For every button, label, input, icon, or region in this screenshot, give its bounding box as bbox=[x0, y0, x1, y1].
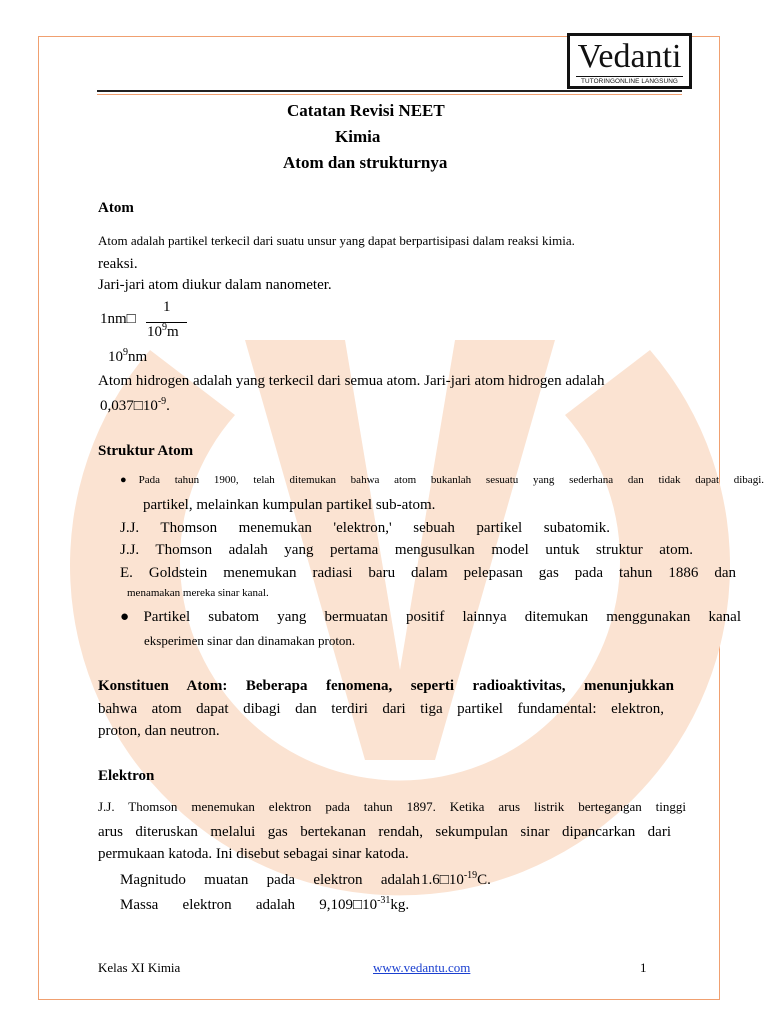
vedanti-logo bbox=[567, 33, 692, 89]
struktur-para-5: E. Goldstein menemukan radiasi baru dalam pelepasan gas pada tahun 1886 dan bbox=[120, 565, 736, 581]
struktur-para-1: ●Pada tahun 1900, telah ditemukan bahwa atom bukanlah sesuatu yang sederhana dan tidak dapat dibagi. bbox=[120, 474, 764, 486]
struktur-para-7: ●Partikel subatom yang bermuatan positif lainnya ditemukan menggunakan kanal bbox=[120, 609, 741, 625]
heading-elektron: Elektron bbox=[98, 768, 155, 784]
electron-charge-value: $1.6□10^{-19}C$. bbox=[421, 870, 491, 888]
fraction-numerator: 1 bbox=[163, 299, 171, 315]
header-rule-accent bbox=[97, 94, 682, 95]
electron-charge-text: Magnitudo muatan pada elektron adalah bbox=[120, 872, 420, 888]
page-number: 1 bbox=[640, 960, 647, 975]
elektron-line-2: arus diteruskan melalui gas bertekanan rendah, sekumpulan sinar dipancarkan dari bbox=[98, 824, 671, 840]
nm-value: $10^9nm$ bbox=[108, 347, 148, 365]
struktur-para-4: J.J. Thomson adalah yang pertama mengusulkan model untuk struktur atom. bbox=[120, 542, 693, 558]
struktur-para-8: eksperimen sinar dan dinamakan proton. bbox=[144, 633, 356, 648]
konstituen-heading: Konstituen Atom: Beberapa fenomena, seperti radioaktivitas, menunjukkan bbox=[98, 678, 674, 694]
atom-line-1: Atom adalah partikel terkecil dari suatu unsur yang dapat berpartisipasi dalam reaksi kimia. bbox=[98, 233, 575, 248]
struktur-para-2: partikel, melainkan kumpulan partikel sub-atom. bbox=[143, 497, 436, 513]
electron-mass-value: $□10^{-31}kg$. bbox=[353, 895, 410, 913]
hydrogen-radius-value: $0,037□10^{-9}$. bbox=[100, 396, 170, 414]
nm-equation: 1nm□ bbox=[100, 311, 136, 327]
logo-brand: Vedanti bbox=[577, 38, 682, 75]
elektron-line-3: permukaan katoda. Ini disebut sebagai sinar katoda. bbox=[98, 846, 409, 862]
atom-line-4: Atom hidrogen adalah yang terkecil dari semua atom. Jari-jari atom hidrogen adalah bbox=[98, 373, 605, 389]
konstituen-line-2: bahwa atom dapat dibagi dan terdiri dari tiga partikel fundamental: elektron, bbox=[98, 701, 664, 717]
struktur-para-3: J.J. Thomson menemukan 'elektron,' sebuah partikel subatomik. bbox=[120, 520, 610, 536]
document-title: Catatan Revisi NEET bbox=[287, 101, 445, 120]
atom-line-3: Jari-jari atom diukur dalam nanometer. bbox=[98, 277, 332, 293]
footer-vedantu-link[interactable]: www.vedantu.com bbox=[373, 960, 471, 975]
logo-tagline: TUTORINGONLINE LANGSUNG bbox=[576, 76, 683, 86]
konstituen-line-3: proton, dan neutron. bbox=[98, 723, 220, 739]
document-subject: Kimia bbox=[335, 127, 381, 146]
footer-class: Kelas XI Kimia bbox=[98, 960, 181, 975]
fraction-denominator: $10^9m$ bbox=[147, 322, 179, 340]
header-rule bbox=[97, 90, 682, 92]
struktur-para-6: menamakan mereka sinar kanal. bbox=[127, 587, 269, 599]
heading-struktur-atom: Struktur Atom bbox=[98, 443, 194, 459]
atom-line-2: reaksi. bbox=[98, 256, 138, 272]
heading-atom: Atom bbox=[98, 200, 134, 216]
elektron-line-1: J.J. Thomson menemukan elektron pada tahun 1897. Ketika arus listrik bertegangan tinggi bbox=[98, 799, 686, 814]
document-topic: Atom dan strukturnya bbox=[283, 153, 448, 172]
electron-mass-text: Massa elektron adalah 9,109 bbox=[120, 897, 353, 913]
